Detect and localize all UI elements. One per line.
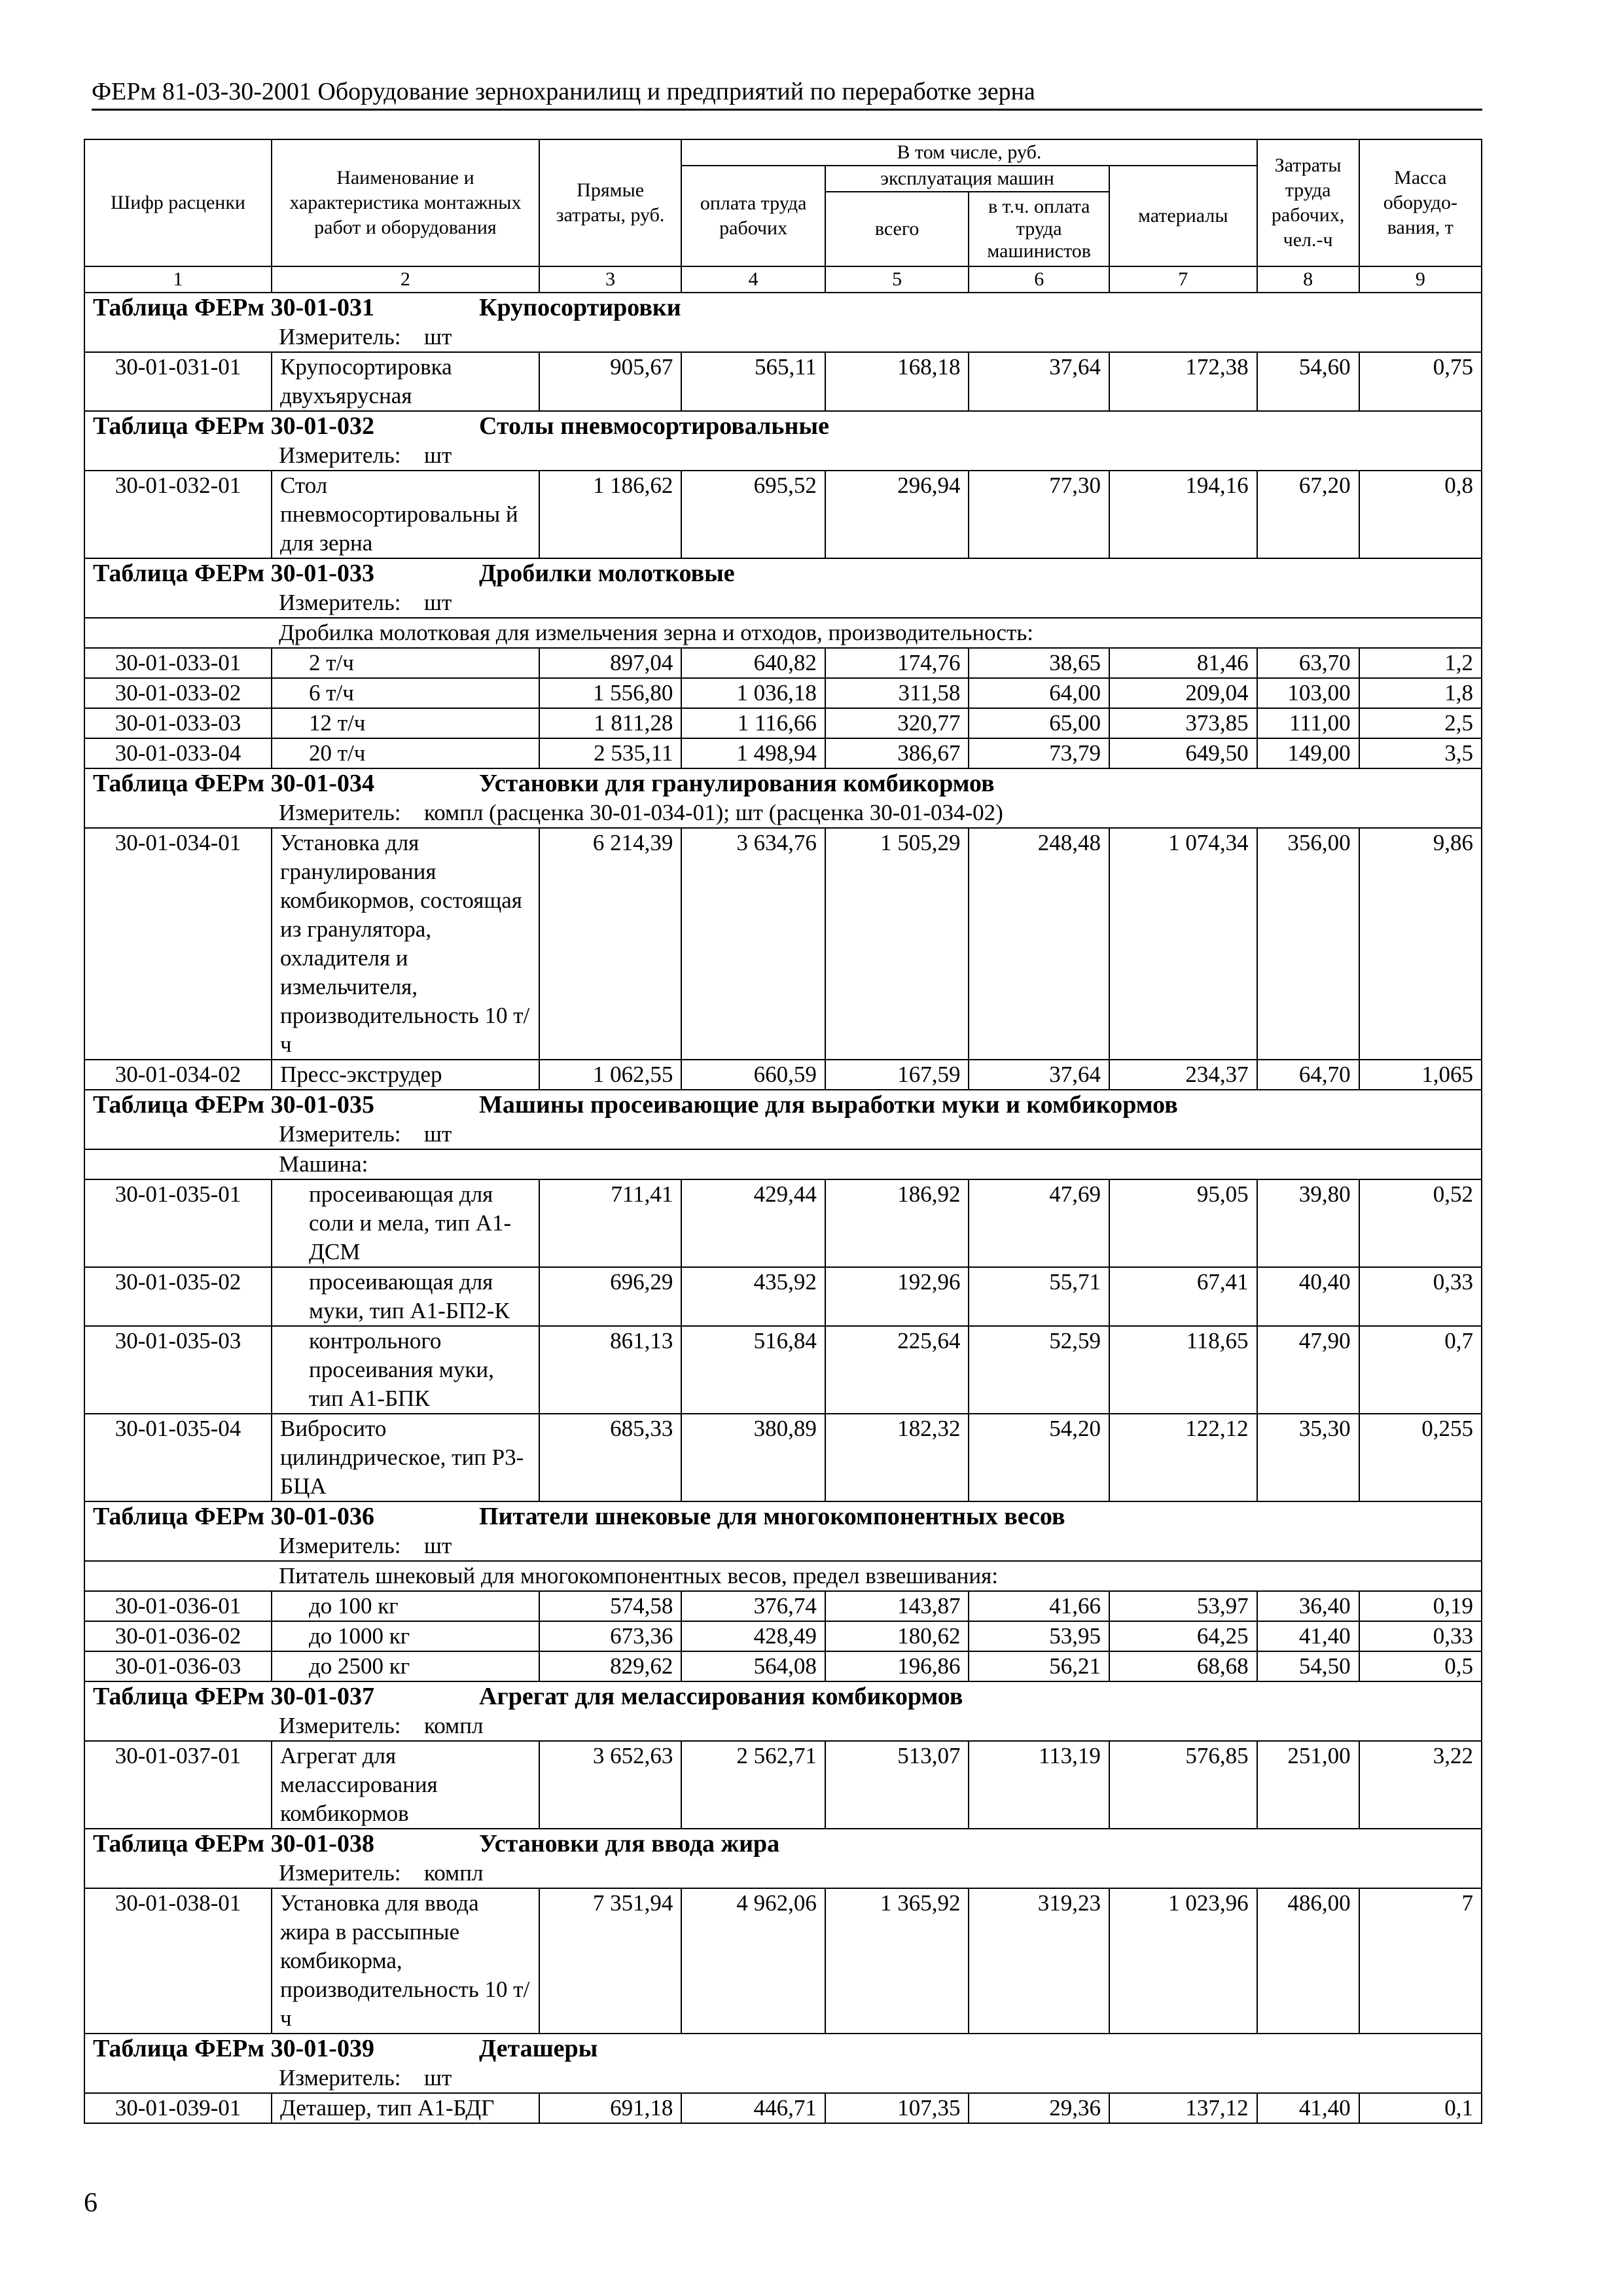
- measure-label: Измеритель:: [279, 1121, 401, 1147]
- operators-pay-cell: 113,19: [969, 1741, 1109, 1829]
- operators-pay-cell: 64,00: [969, 678, 1109, 708]
- col-head-direct: Прямые затраты, руб.: [539, 139, 682, 266]
- work-name-cell: Стол пневмосортировальны й для зерна: [272, 471, 539, 558]
- table-header: [84, 139, 1482, 293]
- rate-code-cell: 30-01-033-04: [84, 738, 272, 768]
- direct-cost-cell: 574,58: [539, 1591, 682, 1621]
- column-number: 3: [539, 266, 682, 293]
- mass-cell: 0,5: [1359, 1651, 1482, 1681]
- labor-hours-cell: 486,00: [1257, 1888, 1359, 2034]
- labor-hours-cell: 36,40: [1257, 1591, 1359, 1621]
- direct-cost-cell: 897,04: [539, 648, 682, 678]
- table-row: [84, 1741, 1482, 1829]
- section-title-row: [84, 411, 1482, 441]
- operators-pay-cell: 248,48: [969, 828, 1109, 1060]
- table-row: [84, 738, 1482, 768]
- operators-pay-cell: 77,30: [969, 471, 1109, 558]
- direct-cost-cell: 696,29: [539, 1267, 682, 1326]
- materials-cell: 53,97: [1109, 1591, 1257, 1621]
- labor-hours-cell: 54,60: [1257, 352, 1359, 411]
- section-measure-row: [84, 441, 1482, 471]
- materials-cell: 373,85: [1109, 708, 1257, 738]
- section-title-cell: [84, 293, 1482, 323]
- section-title-row: [84, 1090, 1482, 1120]
- direct-cost-cell: 905,67: [539, 352, 682, 411]
- section-title-cell: [84, 1681, 1482, 1712]
- section-note: Дробилка молотковая для измельчения зерна и отходов, производительность:: [84, 618, 1482, 648]
- materials-cell: 1 023,96: [1109, 1888, 1257, 2034]
- direct-cost-cell: 2 535,11: [539, 738, 682, 768]
- mass-cell: 0,33: [1359, 1621, 1482, 1651]
- materials-cell: 95,05: [1109, 1179, 1257, 1267]
- direct-cost-cell: 711,41: [539, 1179, 682, 1267]
- section-note: Машина:: [84, 1149, 1482, 1179]
- section-name: Машины просеивающие для выработки муки и комбикормов: [479, 1091, 1178, 1119]
- section-title-row: [84, 1681, 1482, 1712]
- operators-pay-cell: 38,65: [969, 648, 1109, 678]
- section-name: Питатели шнековые для многокомпонентных весов: [479, 1503, 1065, 1530]
- direct-cost-cell: 691,18: [539, 2093, 682, 2123]
- machines-cost-cell: 182,32: [825, 1414, 969, 1501]
- section-measure-cell: [84, 588, 1482, 618]
- operators-pay-cell: 53,95: [969, 1621, 1109, 1651]
- section-code: Таблица ФЕРм 30-01-034: [93, 770, 374, 797]
- section-measure-cell: [84, 2064, 1482, 2093]
- machines-cost-cell: 168,18: [825, 352, 969, 411]
- labor-hours-cell: 251,00: [1257, 1741, 1359, 1829]
- section-title-row: [84, 1501, 1482, 1532]
- section-title-row: [84, 2034, 1482, 2064]
- col-head-code: Шифр расценки: [84, 139, 272, 266]
- rate-code-cell: 30-01-035-01: [84, 1179, 272, 1267]
- rate-code-cell: 30-01-033-02: [84, 678, 272, 708]
- materials-cell: 68,68: [1109, 1651, 1257, 1681]
- section-title-row: [84, 768, 1482, 798]
- direct-cost-cell: 1 186,62: [539, 471, 682, 558]
- col-head-mass: Масса оборудо-вания, т: [1359, 139, 1482, 266]
- direct-cost-cell: 673,36: [539, 1621, 682, 1651]
- rate-code-cell: 30-01-035-04: [84, 1414, 272, 1501]
- work-name-cell: Крупосортировка двухъярусная: [272, 352, 539, 411]
- rate-code-cell: 30-01-034-01: [84, 828, 272, 1060]
- labor-hours-cell: 67,20: [1257, 471, 1359, 558]
- table-row: [84, 471, 1482, 558]
- rate-code-cell: 30-01-034-02: [84, 1060, 272, 1090]
- direct-cost-cell: 1 062,55: [539, 1060, 682, 1090]
- mass-cell: 0,255: [1359, 1414, 1482, 1501]
- column-number: 2: [272, 266, 539, 293]
- machines-cost-cell: 1 365,92: [825, 1888, 969, 2034]
- work-name-cell: просеивающая для муки, тип А1-БП2-К: [272, 1267, 539, 1326]
- operators-pay-cell: 47,69: [969, 1179, 1109, 1267]
- section-name: Деташеры: [479, 2035, 598, 2062]
- rate-code-cell: 30-01-038-01: [84, 1888, 272, 2034]
- operators-pay-cell: 56,21: [969, 1651, 1109, 1681]
- table-row: [84, 1621, 1482, 1651]
- materials-cell: 209,04: [1109, 678, 1257, 708]
- document-header: ФЕРм 81-03-30-2001 Оборудование зернохранилищ и предприятий по переработке зерна: [92, 78, 1035, 105]
- column-numbers-row: [84, 266, 1482, 293]
- mass-cell: 1,2: [1359, 648, 1482, 678]
- measure-unit: шт: [424, 442, 452, 468]
- section-name: Крупосортировки: [479, 294, 681, 321]
- section-name: Установки для гранулирования комбикормов: [479, 770, 995, 797]
- operators-pay-cell: 52,59: [969, 1326, 1109, 1414]
- work-name-cell: 6 т/ч: [272, 678, 539, 708]
- operators-pay-cell: 29,36: [969, 2093, 1109, 2123]
- table-row: [84, 352, 1482, 411]
- mass-cell: 0,19: [1359, 1591, 1482, 1621]
- measure-unit: компл: [424, 1860, 484, 1886]
- table-row: [84, 678, 1482, 708]
- work-name-cell: Вибросито цилиндрическое, тип Р3-БЦА: [272, 1414, 539, 1501]
- table-body: [84, 293, 1482, 2123]
- section-note-row: [84, 618, 1482, 648]
- page-number: 6: [84, 2188, 98, 2218]
- measure-label: Измеритель:: [279, 1713, 401, 1738]
- direct-cost-cell: 1 811,28: [539, 708, 682, 738]
- rate-code-cell: 30-01-035-02: [84, 1267, 272, 1326]
- work-name-cell: Пресс-экструдер: [272, 1060, 539, 1090]
- machines-cost-cell: 107,35: [825, 2093, 969, 2123]
- rate-code-cell: 30-01-033-03: [84, 708, 272, 738]
- rate-code-cell: 30-01-039-01: [84, 2093, 272, 2123]
- measure-unit: компл: [424, 1713, 484, 1738]
- section-measure-row: [84, 1120, 1482, 1149]
- measure-label: Измеритель:: [279, 324, 401, 350]
- machines-cost-cell: 225,64: [825, 1326, 969, 1414]
- machines-cost-cell: 1 505,29: [825, 828, 969, 1060]
- mass-cell: 0,52: [1359, 1179, 1482, 1267]
- measure-unit: шт: [424, 1121, 452, 1147]
- direct-cost-cell: 829,62: [539, 1651, 682, 1681]
- work-name-cell: Деташер, тип А1-БДГ: [272, 2093, 539, 2123]
- section-measure-cell: [84, 441, 1482, 471]
- machines-cost-cell: 186,92: [825, 1179, 969, 1267]
- rate-code-cell: 30-01-036-01: [84, 1591, 272, 1621]
- section-measure-cell: [84, 1859, 1482, 1888]
- materials-cell: 172,38: [1109, 352, 1257, 411]
- machines-cost-cell: 296,94: [825, 471, 969, 558]
- mass-cell: 9,86: [1359, 828, 1482, 1060]
- rate-code-cell: 30-01-033-01: [84, 648, 272, 678]
- section-code: Таблица ФЕРм 30-01-031: [93, 294, 374, 321]
- operators-pay-cell: 65,00: [969, 708, 1109, 738]
- machines-cost-cell: 192,96: [825, 1267, 969, 1326]
- machines-cost-cell: 174,76: [825, 648, 969, 678]
- machines-cost-cell: 196,86: [825, 1651, 969, 1681]
- rates-table: [84, 139, 1482, 2124]
- labor-hours-cell: 63,70: [1257, 648, 1359, 678]
- col-head-machines: эксплуатация машин: [825, 166, 1109, 192]
- labor-hours-cell: 356,00: [1257, 828, 1359, 1060]
- rate-code-cell: 30-01-031-01: [84, 352, 272, 411]
- labor-hours-cell: 64,70: [1257, 1060, 1359, 1090]
- section-title-row: [84, 558, 1482, 588]
- machines-cost-cell: 386,67: [825, 738, 969, 768]
- col-head-operators: в т.ч. оплата труда машинистов: [969, 192, 1109, 266]
- labor-hours-cell: 54,50: [1257, 1651, 1359, 1681]
- section-code: Таблица ФЕРм 30-01-038: [93, 1830, 374, 1857]
- section-measure-row: [84, 323, 1482, 352]
- labor-hours-cell: 41,40: [1257, 1621, 1359, 1651]
- section-title-cell: [84, 2034, 1482, 2064]
- section-note-row: [84, 1149, 1482, 1179]
- work-name-cell: 2 т/ч: [272, 648, 539, 678]
- labor-hours-cell: 111,00: [1257, 708, 1359, 738]
- mass-cell: 2,5: [1359, 708, 1482, 738]
- work-name-cell: Установка для ввода жира в рассыпные комбикорма, производительность 10 т/ч: [272, 1888, 539, 2034]
- work-name-cell: просеивающая для соли и мела, тип А1-ДСМ: [272, 1179, 539, 1267]
- column-number: 6: [969, 266, 1109, 293]
- direct-cost-cell: 1 556,80: [539, 678, 682, 708]
- section-code: Таблица ФЕРм 30-01-036: [93, 1503, 374, 1530]
- column-number: 9: [1359, 266, 1482, 293]
- direct-cost-cell: 685,33: [539, 1414, 682, 1501]
- labor-pay-cell: 429,44: [681, 1179, 825, 1267]
- work-name-cell: Агрегат для мелассирования комбикормов: [272, 1741, 539, 1829]
- labor-pay-cell: 1 498,94: [681, 738, 825, 768]
- section-measure-row: [84, 2064, 1482, 2093]
- work-name-cell: 12 т/ч: [272, 708, 539, 738]
- labor-hours-cell: 149,00: [1257, 738, 1359, 768]
- column-number: 1: [84, 266, 272, 293]
- materials-cell: 122,12: [1109, 1414, 1257, 1501]
- labor-hours-cell: 103,00: [1257, 678, 1359, 708]
- table-row: [84, 648, 1482, 678]
- section-code: Таблица ФЕРм 30-01-032: [93, 412, 374, 440]
- materials-cell: 137,12: [1109, 2093, 1257, 2123]
- mass-cell: 3,5: [1359, 738, 1482, 768]
- table-row: [84, 1651, 1482, 1681]
- measure-label: Измеритель:: [279, 2065, 401, 2090]
- labor-pay-cell: 516,84: [681, 1326, 825, 1414]
- section-name: Дробилки молотковые: [479, 560, 735, 587]
- section-note-row: [84, 1561, 1482, 1591]
- measure-unit: шт: [424, 324, 452, 350]
- labor-pay-cell: 660,59: [681, 1060, 825, 1090]
- section-name: Агрегат для мелассирования комбикормов: [479, 1683, 963, 1710]
- table-row: [84, 1414, 1482, 1501]
- machines-cost-cell: 180,62: [825, 1621, 969, 1651]
- labor-pay-cell: 435,92: [681, 1267, 825, 1326]
- work-name-cell: Установка для гранулирования комбикормов, состоящая из гранулятора, охладителя и измельчителя, производительность 10 т/ч: [272, 828, 539, 1060]
- work-name-cell: контрольного просеивания муки, тип А1-БПК: [272, 1326, 539, 1414]
- section-note: Питатель шнековый для многокомпонентных весов, предел взвешивания:: [84, 1561, 1482, 1591]
- mass-cell: 0,7: [1359, 1326, 1482, 1414]
- section-title-cell: [84, 411, 1482, 441]
- work-name-cell: 20 т/ч: [272, 738, 539, 768]
- labor-pay-cell: 4 962,06: [681, 1888, 825, 2034]
- table-row: [84, 1179, 1482, 1267]
- measure-label: Измеритель:: [279, 1860, 401, 1886]
- operators-pay-cell: 41,66: [969, 1591, 1109, 1621]
- col-head-materials: материалы: [1109, 166, 1257, 266]
- section-measure-cell: [84, 1712, 1482, 1741]
- mass-cell: 7: [1359, 1888, 1482, 2034]
- labor-pay-cell: 428,49: [681, 1621, 825, 1651]
- mass-cell: 1,8: [1359, 678, 1482, 708]
- direct-cost-cell: 6 214,39: [539, 828, 682, 1060]
- labor-pay-cell: 1 116,66: [681, 708, 825, 738]
- section-title-cell: [84, 1090, 1482, 1120]
- materials-cell: 576,85: [1109, 1741, 1257, 1829]
- header-divider: [92, 109, 1482, 111]
- operators-pay-cell: 55,71: [969, 1267, 1109, 1326]
- operators-pay-cell: 73,79: [969, 738, 1109, 768]
- section-title-cell: [84, 558, 1482, 588]
- section-measure-cell: [84, 1532, 1482, 1561]
- measure-label: Измеритель:: [279, 1533, 401, 1558]
- labor-hours-cell: 35,30: [1257, 1414, 1359, 1501]
- labor-hours-cell: 40,40: [1257, 1267, 1359, 1326]
- section-measure-cell: [84, 798, 1482, 828]
- measure-unit: шт: [424, 590, 452, 615]
- operators-pay-cell: 54,20: [969, 1414, 1109, 1501]
- mass-cell: 0,75: [1359, 352, 1482, 411]
- section-measure-row: [84, 1712, 1482, 1741]
- table-row: [84, 1591, 1482, 1621]
- table-row: [84, 708, 1482, 738]
- section-name: Столы пневмосортировальные: [479, 412, 829, 440]
- col-head-labor-pay: оплата труда рабочих: [681, 166, 825, 266]
- measure-unit: шт: [424, 2065, 452, 2090]
- work-name-cell: до 2500 кг: [272, 1651, 539, 1681]
- measure-label: Измеритель:: [279, 442, 401, 468]
- materials-cell: 118,65: [1109, 1326, 1257, 1414]
- labor-pay-cell: 446,71: [681, 2093, 825, 2123]
- labor-pay-cell: 695,52: [681, 471, 825, 558]
- materials-cell: 64,25: [1109, 1621, 1257, 1651]
- measure-unit: шт: [424, 1533, 452, 1558]
- materials-cell: 649,50: [1109, 738, 1257, 768]
- machines-cost-cell: 311,58: [825, 678, 969, 708]
- rate-code-cell: 30-01-036-03: [84, 1651, 272, 1681]
- mass-cell: 0,33: [1359, 1267, 1482, 1326]
- labor-hours-cell: 41,40: [1257, 2093, 1359, 2123]
- table-row: [84, 1060, 1482, 1090]
- operators-pay-cell: 319,23: [969, 1888, 1109, 2034]
- table-row: [84, 2093, 1482, 2123]
- materials-cell: 234,37: [1109, 1060, 1257, 1090]
- section-code: Таблица ФЕРм 30-01-033: [93, 560, 374, 587]
- materials-cell: 81,46: [1109, 648, 1257, 678]
- measure-label: Измеритель:: [279, 590, 401, 615]
- table-row: [84, 1326, 1482, 1414]
- section-title-cell: [84, 768, 1482, 798]
- section-measure-cell: [84, 323, 1482, 352]
- measure-label: Измеритель:: [279, 800, 401, 825]
- column-number: 4: [681, 266, 825, 293]
- labor-hours-cell: 39,80: [1257, 1179, 1359, 1267]
- section-title-cell: [84, 1501, 1482, 1532]
- column-number: 8: [1257, 266, 1359, 293]
- section-measure-row: [84, 1859, 1482, 1888]
- col-head-name: Наименование и характеристика монтажных работ и оборудования: [272, 139, 539, 266]
- direct-cost-cell: 861,13: [539, 1326, 682, 1414]
- section-name: Установки для ввода жира: [479, 1830, 780, 1857]
- labor-pay-cell: 380,89: [681, 1414, 825, 1501]
- labor-pay-cell: 564,08: [681, 1651, 825, 1681]
- section-measure-row: [84, 798, 1482, 828]
- labor-hours-cell: 47,90: [1257, 1326, 1359, 1414]
- table-row: [84, 1888, 1482, 2034]
- direct-cost-cell: 7 351,94: [539, 1888, 682, 2034]
- materials-cell: 1 074,34: [1109, 828, 1257, 1060]
- column-number: 7: [1109, 266, 1257, 293]
- work-name-cell: до 1000 кг: [272, 1621, 539, 1651]
- materials-cell: 194,16: [1109, 471, 1257, 558]
- table-row: [84, 828, 1482, 1060]
- labor-pay-cell: 1 036,18: [681, 678, 825, 708]
- measure-unit: компл (расценка 30-01-034-01); шт (расценка 30-01-034-02): [424, 800, 1003, 825]
- operators-pay-cell: 37,64: [969, 352, 1109, 411]
- rate-code-cell: 30-01-036-02: [84, 1621, 272, 1651]
- materials-cell: 67,41: [1109, 1267, 1257, 1326]
- rate-code-cell: 30-01-032-01: [84, 471, 272, 558]
- col-head-labor-cost: Затраты труда рабочих, чел.-ч: [1257, 139, 1359, 266]
- labor-pay-cell: 376,74: [681, 1591, 825, 1621]
- machines-cost-cell: 143,87: [825, 1591, 969, 1621]
- section-measure-row: [84, 588, 1482, 618]
- section-measure-row: [84, 1532, 1482, 1561]
- col-head-incl: В том числе, руб.: [681, 139, 1257, 166]
- labor-pay-cell: 565,11: [681, 352, 825, 411]
- mass-cell: 0,8: [1359, 471, 1482, 558]
- labor-pay-cell: 640,82: [681, 648, 825, 678]
- section-code: Таблица ФЕРм 30-01-037: [93, 1683, 374, 1710]
- mass-cell: 1,065: [1359, 1060, 1482, 1090]
- section-title-row: [84, 293, 1482, 323]
- table-row: [84, 1267, 1482, 1326]
- section-title-cell: [84, 1829, 1482, 1859]
- rate-code-cell: 30-01-037-01: [84, 1741, 272, 1829]
- direct-cost-cell: 3 652,63: [539, 1741, 682, 1829]
- machines-cost-cell: 320,77: [825, 708, 969, 738]
- machines-cost-cell: 167,59: [825, 1060, 969, 1090]
- machines-cost-cell: 513,07: [825, 1741, 969, 1829]
- labor-pay-cell: 3 634,76: [681, 828, 825, 1060]
- rate-code-cell: 30-01-035-03: [84, 1326, 272, 1414]
- section-code: Таблица ФЕРм 30-01-039: [93, 2035, 374, 2062]
- mass-cell: 0,1: [1359, 2093, 1482, 2123]
- work-name-cell: до 100 кг: [272, 1591, 539, 1621]
- mass-cell: 3,22: [1359, 1741, 1482, 1829]
- section-code: Таблица ФЕРм 30-01-035: [93, 1091, 374, 1119]
- column-number: 5: [825, 266, 969, 293]
- col-head-total: всего: [825, 192, 969, 266]
- section-title-row: [84, 1829, 1482, 1859]
- labor-pay-cell: 2 562,71: [681, 1741, 825, 1829]
- operators-pay-cell: 37,64: [969, 1060, 1109, 1090]
- section-measure-cell: [84, 1120, 1482, 1149]
